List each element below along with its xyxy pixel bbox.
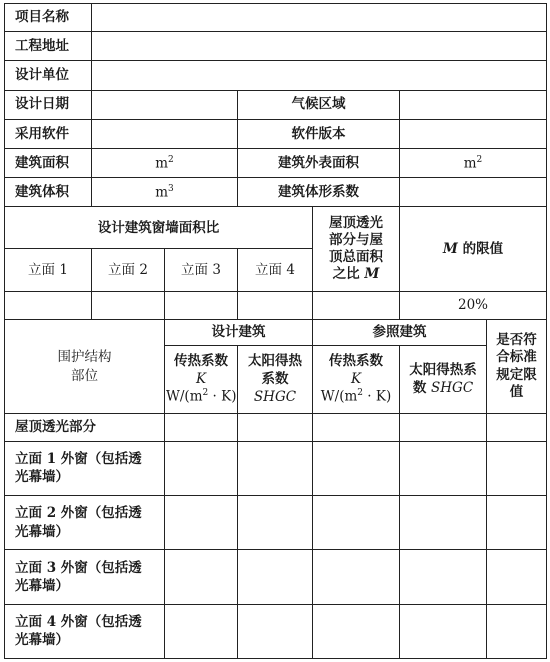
facade-3-ref-shgc[interactable] <box>400 550 487 604</box>
facade-3-ratio[interactable] <box>165 291 238 319</box>
facade-4-ref-k[interactable] <box>313 604 400 658</box>
building-envelope-form <box>4 3 547 659</box>
design-k-unit-exp: 2 <box>202 388 209 399</box>
project-name-label: 项目名称 <box>5 4 92 32</box>
design-unit-label: 设计单位 <box>5 61 92 90</box>
design-shgc-line-1: 太阳得热 <box>248 353 302 370</box>
row-facade-3-line-1: 立面 3 外窗（包括透 <box>15 559 142 576</box>
facade-3-design-shgc[interactable] <box>238 550 313 604</box>
software-used-value[interactable] <box>92 119 238 148</box>
roof-ref-shgc[interactable] <box>400 414 487 441</box>
facade-1-ratio[interactable] <box>5 291 92 319</box>
software-used-label: 采用软件 <box>5 119 92 148</box>
building-volume-label: 建筑体积 <box>5 178 92 207</box>
roof-ratio-line-1: 屋顶透光 <box>329 215 383 232</box>
facade-3-design-k[interactable] <box>165 550 238 604</box>
window-wall-ratio-header: 设计建筑窗墙面积比 <box>5 207 313 249</box>
row-facade-2-line-2: 光幕墙） <box>15 523 69 540</box>
design-shgc-symbol: SHGC <box>253 388 297 405</box>
ref-k-unit-a: W/(m <box>320 388 358 405</box>
row-facade-2-label <box>5 495 165 549</box>
facade-2-compliance[interactable] <box>487 495 547 549</box>
design-shgc-header <box>238 346 313 414</box>
m-limit-value: 20% <box>400 291 547 319</box>
facade-3-header: 立面 3 <box>165 249 238 291</box>
building-volume-unit-exp: 3 <box>168 183 174 194</box>
roof-ratio-m-symbol: M <box>364 265 380 282</box>
envelope-part-line-2: 部位 <box>71 367 98 384</box>
facade-2-design-shgc[interactable] <box>238 495 313 549</box>
roof-ratio-line-2: 部分与屋 <box>329 232 383 249</box>
facade-1-ref-k[interactable] <box>313 441 400 495</box>
design-shgc-line-2: 系数 <box>261 370 289 387</box>
roof-compliance[interactable] <box>487 414 547 441</box>
project-address-label: 工程地址 <box>5 32 92 61</box>
compliance-header <box>487 319 547 414</box>
facade-1-header: 立面 1 <box>5 249 92 291</box>
roof-ratio-line-3: 顶总面积 <box>329 248 383 265</box>
ref-shgc-header <box>400 346 487 414</box>
facade-1-design-shgc[interactable] <box>238 441 313 495</box>
building-area-value[interactable] <box>92 148 238 177</box>
design-building-header: 设计建筑 <box>165 319 313 345</box>
ref-shgc-symbol: SHGC <box>431 379 474 396</box>
facade-1-ref-shgc[interactable] <box>400 441 487 495</box>
design-k-unit <box>166 388 236 406</box>
roof-ratio-value[interactable] <box>313 291 400 319</box>
building-volume-value[interactable] <box>92 178 238 207</box>
facade-2-header: 立面 2 <box>92 249 165 291</box>
envelope-area-unit-exp: 2 <box>476 154 483 165</box>
facade-4-header: 立面 4 <box>238 249 313 291</box>
climate-zone-value[interactable] <box>400 90 547 119</box>
design-heat-coef-header <box>165 346 238 414</box>
facade-3-compliance[interactable] <box>487 550 547 604</box>
facade-2-ratio[interactable] <box>92 291 165 319</box>
facade-4-design-shgc[interactable] <box>238 604 313 658</box>
ref-k-unit-b: · K) <box>363 388 392 405</box>
ref-shgc-line-2: 数 <box>412 379 432 396</box>
row-facade-2-line-1: 立面 2 外窗（包括透 <box>15 505 142 522</box>
building-volume-unit: m <box>155 184 169 201</box>
design-k-symbol: K <box>195 370 207 387</box>
roof-ratio-header <box>313 207 400 292</box>
shape-coefficient-label: 建筑体形系数 <box>238 178 400 207</box>
ref-heat-coef-header <box>313 346 400 414</box>
row-facade-1-line-2: 光幕墙） <box>15 469 69 486</box>
envelope-area-value[interactable] <box>400 148 547 177</box>
building-area-unit-exp: 2 <box>168 154 174 165</box>
row-facade-4-label <box>5 604 165 658</box>
design-k-unit-a: W/(m <box>166 388 203 405</box>
facade-4-ref-shgc[interactable] <box>400 604 487 658</box>
ref-shgc-line-1: 太阳得热系 <box>409 362 477 379</box>
facade-4-design-k[interactable] <box>165 604 238 658</box>
facade-4-ratio[interactable] <box>238 291 313 319</box>
roof-design-k[interactable] <box>165 414 238 441</box>
compliance-line-1: 是否符 <box>496 331 537 348</box>
facade-2-ref-k[interactable] <box>313 495 400 549</box>
ref-heat-coef-label: 传热系数 <box>329 353 383 370</box>
row-facade-4-line-1: 立面 4 外窗（包括透 <box>15 614 142 631</box>
m-limit-header <box>400 207 547 292</box>
shape-coefficient-value[interactable] <box>400 178 547 207</box>
roof-ref-k[interactable] <box>313 414 400 441</box>
row-facade-4-line-2: 光幕墙） <box>15 632 69 649</box>
facade-2-design-k[interactable] <box>165 495 238 549</box>
design-date-value[interactable] <box>92 90 238 119</box>
software-version-value[interactable] <box>400 119 547 148</box>
facade-2-ref-shgc[interactable] <box>400 495 487 549</box>
compliance-line-3: 规定限值 <box>496 366 537 401</box>
project-address-value[interactable] <box>92 32 547 61</box>
design-unit-value[interactable] <box>92 61 547 90</box>
envelope-area-unit: m <box>463 155 477 172</box>
roof-ratio-line-4: 之比 <box>332 265 365 282</box>
facade-3-ref-k[interactable] <box>313 550 400 604</box>
reference-building-header: 参照建筑 <box>313 319 487 345</box>
building-area-label: 建筑面积 <box>5 148 92 177</box>
row-facade-3-label <box>5 550 165 604</box>
compliance-line-2: 合标准 <box>496 349 537 366</box>
envelope-part-line-1: 围护结构 <box>57 349 112 366</box>
project-name-value[interactable] <box>92 4 547 32</box>
ref-k-symbol: K <box>350 370 362 387</box>
m-limit-symbol: M <box>442 240 458 257</box>
facade-4-compliance[interactable] <box>487 604 547 658</box>
envelope-area-label: 建筑外表面积 <box>238 148 400 177</box>
design-k-unit-b: · K) <box>208 388 237 405</box>
roof-design-shgc[interactable] <box>238 414 313 441</box>
facade-1-design-k[interactable] <box>165 441 238 495</box>
building-area-unit: m <box>155 155 169 172</box>
climate-zone-label: 气候区域 <box>238 90 400 119</box>
row-facade-1-line-1: 立面 1 外窗（包括透 <box>15 451 142 468</box>
envelope-part-header <box>5 319 165 414</box>
row-roof-label: 屋顶透光部分 <box>5 414 165 441</box>
row-facade-1-label <box>5 441 165 495</box>
design-date-label: 设计日期 <box>5 90 92 119</box>
design-heat-coef-label: 传热系数 <box>174 353 228 370</box>
row-facade-3-line-2: 光幕墙） <box>15 577 69 594</box>
ref-k-unit-exp: 2 <box>357 388 363 399</box>
software-version-label: 软件版本 <box>238 119 400 148</box>
ref-k-unit <box>314 388 398 406</box>
facade-1-compliance[interactable] <box>487 441 547 495</box>
m-limit-text: 的限值 <box>457 240 504 257</box>
